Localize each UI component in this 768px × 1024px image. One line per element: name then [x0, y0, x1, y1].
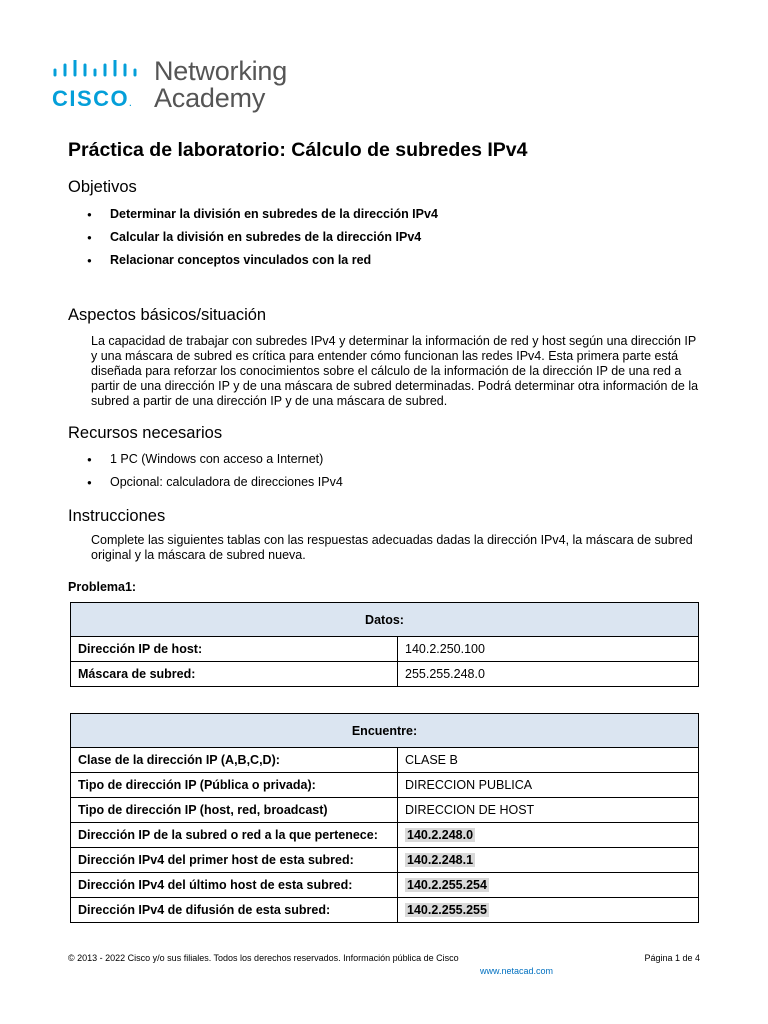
- table-cell-label: Máscara de subred:: [71, 662, 398, 687]
- instrucciones-paragraph: Complete las siguientes tablas con las respuestas adecuadas dadas la dirección IPv4, la máscara de subred original y la máscara de subred nueva.: [91, 533, 693, 562]
- highlighted-answer: 140.2.248.1: [407, 853, 474, 867]
- table-cell-value: [398, 848, 699, 873]
- logo-networking-text: Networking: [154, 56, 288, 86]
- page-title: Práctica de laboratorio: Cálculo de subredes IPv4: [68, 139, 528, 161]
- table-cell-label: Dirección IP de host:: [71, 637, 398, 662]
- table-cell-value: DIRECCION DE HOST: [398, 798, 699, 823]
- table-row: [71, 848, 699, 873]
- logo-academy-text: Academy: [154, 83, 266, 113]
- problema-label: Problema1:: [68, 580, 137, 594]
- footer-copyright: © 2013 - 2022 Cisco y/o sus filiales. Todos los derechos reservados. Información pública de Cisco: [68, 953, 459, 963]
- table-cell-label: Clase de la dirección IP (A,B,C,D):: [71, 748, 398, 773]
- footer-page-number: Página 1 de 4: [644, 953, 700, 963]
- table-cell-value: 255.255.248.0: [398, 662, 699, 687]
- list-item: ● Calcular la división en subredes de la dirección IPv4: [110, 230, 438, 253]
- table-cell-label: Dirección IPv4 del último host de esta subred:: [71, 873, 398, 898]
- table-cell-value: 140.2.250.100: [398, 637, 699, 662]
- table-row: [71, 773, 699, 798]
- table-header-row: [71, 714, 699, 748]
- heading-aspectos: Aspectos básicos/situación: [68, 306, 267, 324]
- list-item: ● Relacionar conceptos vinculados con la red: [110, 253, 438, 276]
- list-item: ● Opcional: calculadora de direcciones IPv4: [110, 475, 343, 498]
- highlighted-answer: 140.2.255.254: [407, 878, 487, 892]
- cisco-networking-academy-logo: [52, 56, 312, 118]
- table-row: [71, 748, 699, 773]
- table-cell-label: Dirección IPv4 de difusión de esta subred:: [71, 898, 398, 923]
- table-row: [71, 637, 699, 662]
- table-row: [71, 873, 699, 898]
- heading-recursos: Recursos necesarios: [68, 424, 223, 442]
- table-cell-value: CLASE B: [398, 748, 699, 773]
- table-cell-value: [398, 898, 699, 923]
- table-cell-label: Dirección IPv4 del primer host de esta subred:: [71, 848, 398, 873]
- heading-instrucciones: Instrucciones: [68, 507, 166, 525]
- table-cell-value: [398, 823, 699, 848]
- heading-objetivos: Objetivos: [68, 178, 137, 196]
- table-header-row: [71, 603, 699, 637]
- table-cell-label: Dirección IP de la subred o red a la que pertenece:: [71, 823, 398, 848]
- list-item: ● 1 PC (Windows con acceso a Internet): [110, 452, 343, 475]
- table-header: Encuentre:: [71, 714, 699, 748]
- table-row: [71, 662, 699, 687]
- cisco-wordmark: CISCO.: [52, 86, 132, 111]
- recursos-list: [110, 452, 343, 498]
- table-cell-value: [398, 873, 699, 898]
- highlighted-answer: 140.2.255.255: [407, 903, 487, 917]
- table-cell-value: DIRECCION PUBLICA: [398, 773, 699, 798]
- footer-url-link[interactable]: www.netacad.com: [480, 966, 554, 976]
- datos-table: [70, 602, 699, 687]
- aspectos-paragraph: La capacidad de trabajar con subredes IPv4 y determinar la información de red y host según una dirección IP y una máscara de subred es crítica para entender cómo funcionan las redes IPv4. Esta primera parte está diseñada para reforzar los conocimientos sobre el cálculo de la información de la dirección IP de una red a partir de una dirección IP y de una máscara de subred determinadas. Podrá determinar otra información de la subred a partir de una dirección IP y de una máscara de subred.: [91, 334, 699, 408]
- cisco-bars-icon: [52, 60, 142, 80]
- table-header: Datos:: [71, 603, 699, 637]
- table-row: [71, 898, 699, 923]
- table-cell-label: Tipo de dirección IP (host, red, broadcast): [71, 798, 398, 823]
- table-cell-label: Tipo de dirección IP (Pública o privada):: [71, 773, 398, 798]
- objetivos-list: [110, 207, 438, 276]
- list-item: ● Determinar la división en subredes de la dirección IPv4: [110, 207, 438, 230]
- encuentre-table: [70, 713, 699, 923]
- highlighted-answer: 140.2.248.0: [407, 828, 474, 842]
- table-row: [71, 798, 699, 823]
- table-row: [71, 823, 699, 848]
